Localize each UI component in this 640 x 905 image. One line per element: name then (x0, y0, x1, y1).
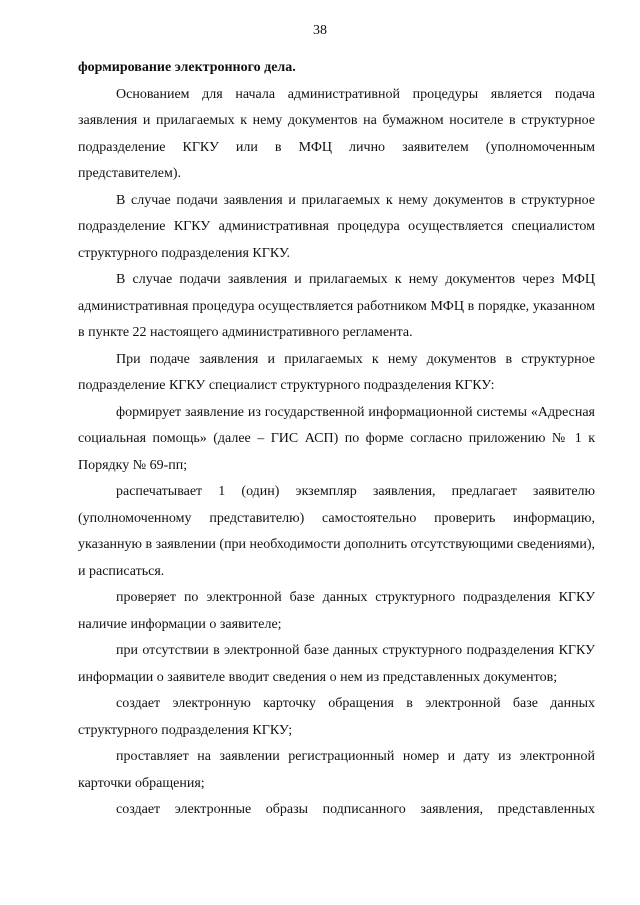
paragraph-checks-database: проверяет по электронной базе данных структурного подразделения КГКУ наличие информации о заявителе; (78, 590, 595, 632)
paragraph-basis: Основанием для начала административной процедуры является подача заявления и прилагаемых к нему документов на бумажном носителе в структурное подразделение КГКУ или в МФЦ лично заявителем (уполномоченным представителем). (78, 86, 595, 181)
paragraph-heading-fragment: формирование электронного дела. (78, 60, 296, 75)
paragraph-mfc-submission: В случае подачи заявления и прилагаемых к нему документов через МФЦ административная процедура осуществляется работником МФЦ в порядке, указанном в пункте 22 настоящего административного регламента. (78, 272, 595, 340)
paragraph-creates-images: создает электронные образы подписанного заявления, представленных (116, 802, 595, 817)
paragraph-creates-card: создает электронную карточку обращения в электронной базе данных структурного подразделения КГКУ; (78, 696, 595, 738)
paragraph-forms-application: формирует заявление из государственной информационной системы «Адресная социальная помощь» (далее – ГИС АСП) по форме согласно приложению № 1 к Порядку № 69-пп; (78, 404, 595, 473)
paragraph-registration-number: проставляет на заявлении регистрационный номер и дату из электронной карточки обращения; (78, 749, 595, 791)
page-number: 38 (313, 23, 327, 38)
paragraph-specialist-actions-intro: При подаче заявления и прилагаемых к нему документов в структурное подразделение КГКУ специалист структурного подразделения КГКУ: (78, 351, 595, 393)
document-body (78, 55, 595, 824)
paragraph-kgku-submission: В случае подачи заявления и прилагаемых к нему документов в структурное подразделение КГКУ административная процедура осуществляется специалистом структурного подразделения КГКУ. (78, 192, 595, 261)
paragraph-prints-application: распечатывает 1 (один) экземпляр заявления, предлагает заявителю (уполномоченному представителю) самостоятельно проверить информацию, указанную в заявлении (при необходимости дополнить отсутствующими сведениями), и расписаться. (78, 484, 595, 579)
paragraph-enters-data: при отсутствии в электронной базе данных структурного подразделения КГКУ информации о заявителе вводит сведения о нем из представленных документов; (78, 643, 595, 685)
